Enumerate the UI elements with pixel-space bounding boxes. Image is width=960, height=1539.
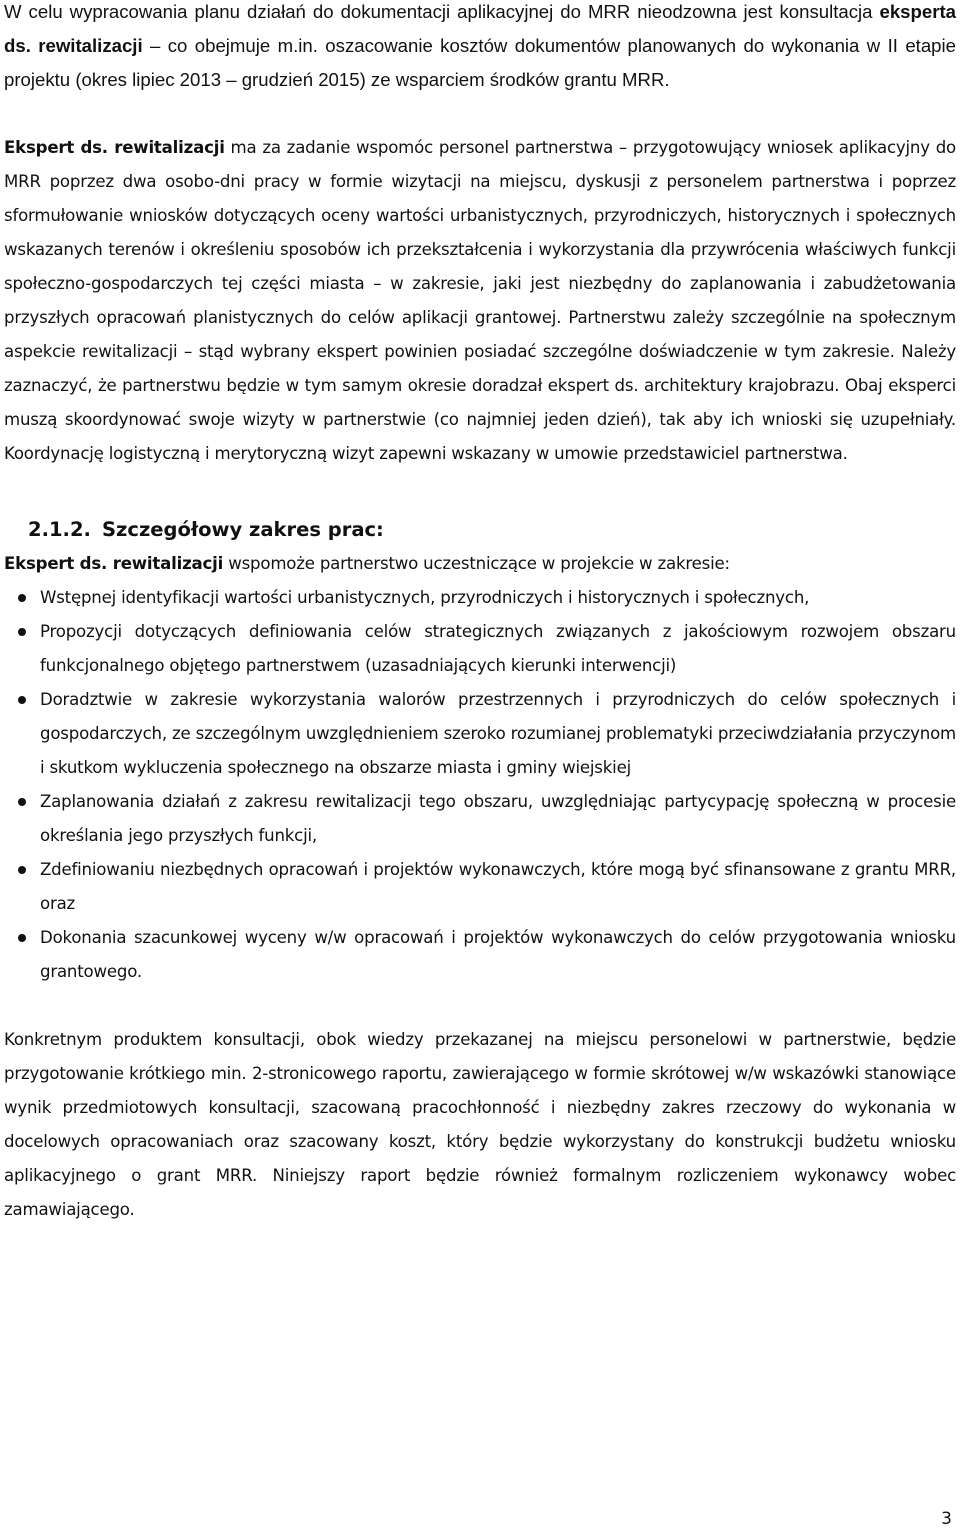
bullet-icon [18, 866, 26, 874]
bullet-icon [18, 934, 26, 942]
scope-intro-paragraph [4, 547, 956, 581]
list-item [4, 853, 956, 921]
list-item [4, 921, 956, 989]
section-title: Szczegółowy zakres prac: [102, 518, 384, 541]
bullet-icon [18, 594, 26, 602]
page-number: 3 [941, 1509, 952, 1529]
list-item-text: Zaplanowania działań z zakresu rewitalizacji tego obszaru, uwzględniając partycypację społeczną w procesie określania jego przyszłych funkcji, [40, 792, 956, 845]
scope-intro-bold: Ekspert ds. rewitalizacji [4, 554, 224, 573]
intro-expert-bold: eksperta ds. rewitalizacji [4, 1, 956, 56]
list-item-text: Dokonania szacunkowej wyceny w/w opracowań i projektów wykonawczych do celów przygotowania wniosku grantowego. [40, 928, 956, 981]
list-item-text: Propozycji dotyczących definiowania celów strategicznych związanych z jakościowym rozwojem obszaru funkcjonalnego objętego partnerstwem (uzasadniających kierunki interwencji) [40, 622, 956, 675]
list-item [4, 785, 956, 853]
list-item-text: Doradztwie w zakresie wykorzystania walorów przestrzennych i przyrodniczych do celów społecznych i gospodarczych, ze szczególnym uwzględnieniem szeroko rozumianej problematyki przeciwdziałania przyczynom i skutkom wykluczenia społecznego na obszarze miasta i gminy wiejskiej [40, 690, 956, 777]
bullet-icon [18, 696, 26, 704]
intro-text-1: W celu wypracowania planu działań do dokumentacji aplikacyjnej do MRR nieodzowna jest konsultacja [4, 1, 880, 22]
product-paragraph [4, 1023, 956, 1227]
document-page [4, 0, 956, 1227]
list-item-text: Zdefiniowaniu niezbędnych opracowań i projektów wykonawczych, które mogą być sfinansowane z grantu MRR, oraz [40, 860, 956, 913]
expert-task-text: ma za zadanie wspomóc personel partnerstwa – przygotowujący wniosek aplikacyjny do MRR poprzez dwa osobo-dni pracy w formie wizytacji na miejscu, dyskusji z personelem partnerstwa i poprzez sformułowanie wniosków dotyczących oceny wartości urbanistycznych, przyrodniczych, historycznych i społecznych wskazanych terenów i określeniu sposobów ich przekształcenia i wykorzystania dla przywrócenia właściwych funkcji społeczno-gospodarczych tej części miasta – w zakresie, jaki jest niezbędny do zaplanowania i zabudżetowania przyszłych opracowań planistycznych do celów aplikacji grantowej. Partnerstwu zależy szczególnie na społecznym aspekcie rewitalizacji – stąd wybrany ekspert powinien posiadać szczególne doświadczenie w tym zakresie. Należy zaznaczyć, że partnerstwu będzie w tym samym okresie doradzał ekspert ds. architektury krajobrazu. Obaj eksperci muszą skoordynować swoje wizyty w partnerstwie (co najmniej jeden dzień), tak aby ich wnioski się uzupełniały. Koordynację logistyczną i merytoryczną wizyt zapewni wskazany w umowie przedstawiciel partnerstwa. [4, 138, 956, 463]
intro-paragraph [4, 0, 956, 97]
scope-intro-text: wspomoże partnerstwo uczestniczące w projekcie w zakresie: [223, 554, 730, 573]
expert-task-paragraph [4, 131, 956, 471]
expert-task-bold: Ekspert ds. rewitalizacji [4, 138, 225, 157]
list-item [4, 581, 956, 615]
intro-text-2: – co obejmuje m.in. oszacowanie kosztów dokumentów planowanych do wykonania w II etapie projektu (okres lipiec 2013 – grudzień 2015) ze wsparciem środków grantu MRR. [4, 35, 956, 90]
scope-bullet-list [4, 581, 956, 989]
list-item-text: Wstępnej identyfikacji wartości urbanistycznych, przyrodniczych i historycznych i społecznych, [40, 588, 810, 607]
section-heading [4, 513, 956, 547]
list-item [4, 615, 956, 683]
section-number: 2.1.2. [28, 518, 91, 541]
bullet-icon [18, 628, 26, 636]
list-item [4, 683, 956, 785]
product-text: Konkretnym produktem konsultacji, obok wiedzy przekazanej na miejscu personelowi w partnerstwie, będzie przygotowanie krótkiego min. 2-stronicowego raportu, zawierającego w formie skrótowej w/w wskazówki stanowiące wynik przedmiotowych konsultacji, szacowaną pracochłonność i niezbędny zakres rzeczowy do wykonania w docelowych opracowaniach oraz szacowany koszt, który będzie wykorzystany do konstrukcji budżetu wniosku aplikacyjnego o grant MRR. Niniejszy raport będzie również formalnym rozliczeniem wykonawcy wobec zamawiającego. [4, 1030, 956, 1219]
bullet-icon [18, 798, 26, 806]
